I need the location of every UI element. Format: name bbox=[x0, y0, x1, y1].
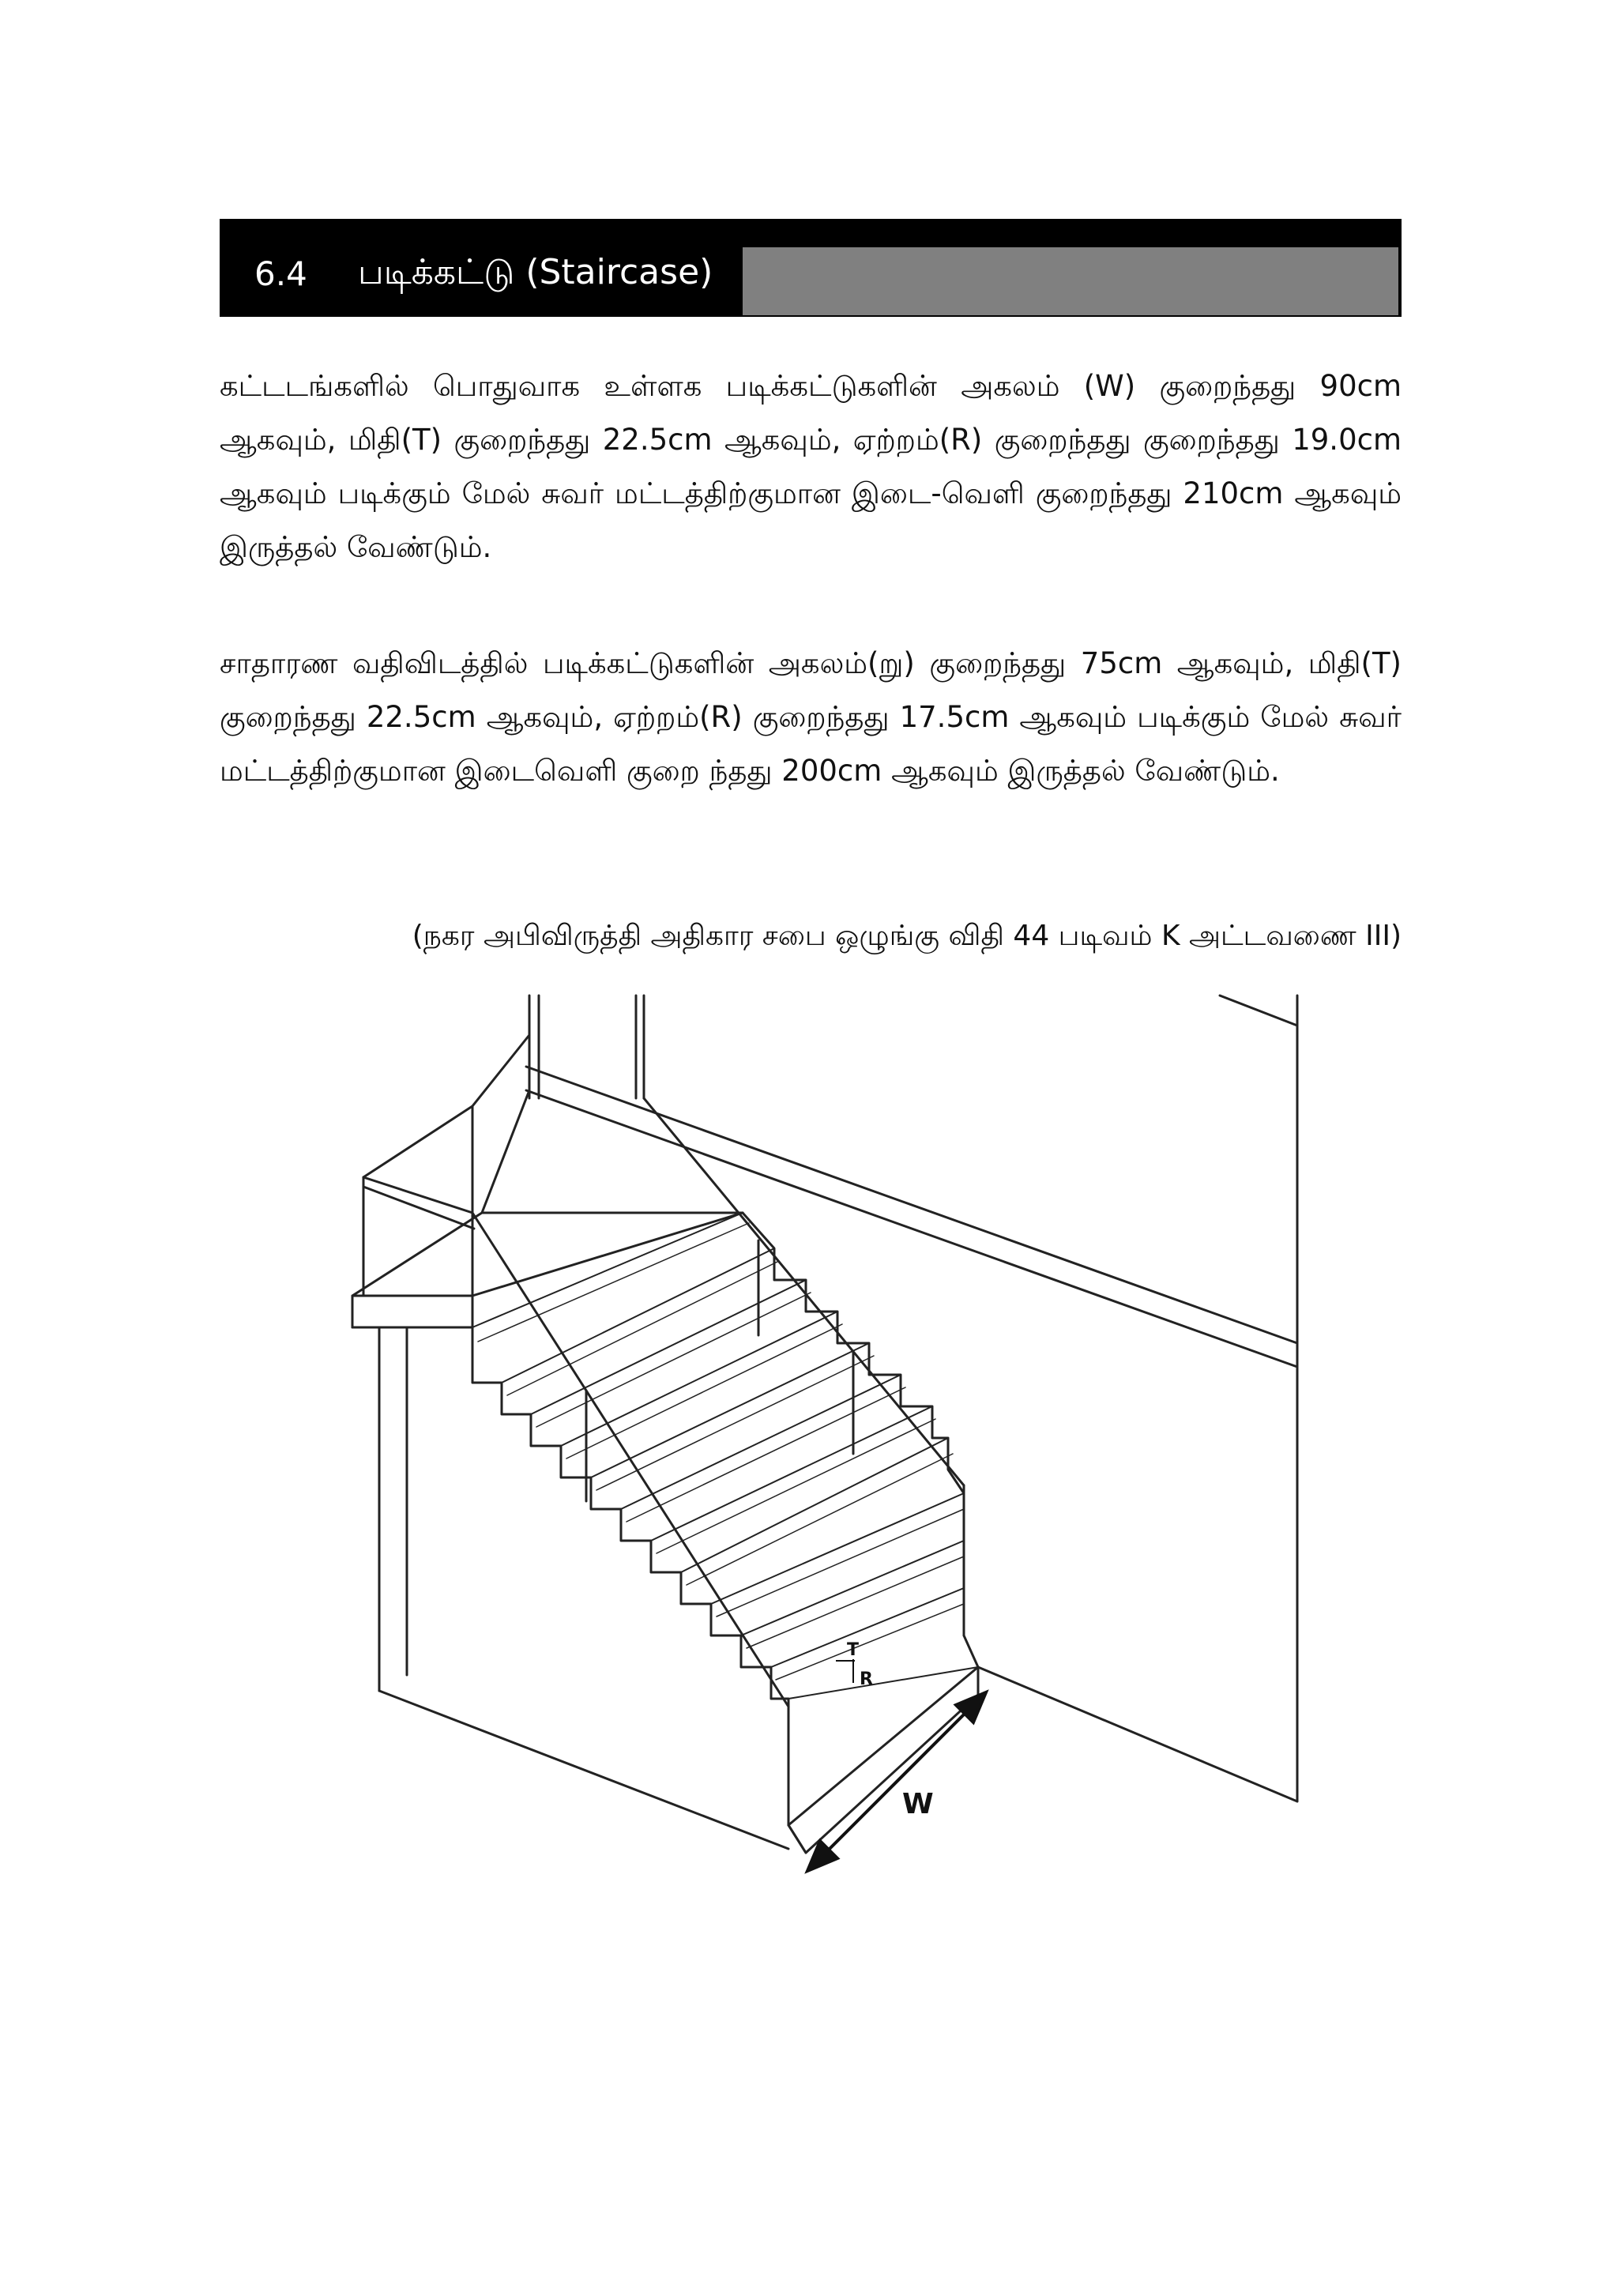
steps-left-profile bbox=[472, 1327, 788, 1825]
section-number: 6.4 bbox=[254, 254, 307, 293]
wall-base-left bbox=[379, 1691, 788, 1849]
landing-top bbox=[352, 1213, 743, 1296]
step-riser-lines bbox=[478, 1223, 964, 1680]
wall-skirting bbox=[526, 1067, 1297, 1343]
paragraph-internal-stairs: கட்டடங்களில் பொதுவாக உள்ளக படிக்கட்டுகளின் அகலம் (W) குறைந்தது 90cm ஆகவும், மிதி(T) குறைந்தது 22.5cm ஆகவும், ஏற்றம்(R) குறைந்தது குறைந்தது 19.0cm ஆகவும் படிக்கும் மேல் சுவர் மட்டத்திற்குமான இடை-வெளி குறைந்தது 210cm ஆகவும் இருத்தல் வேண்டும். bbox=[220, 369, 1402, 564]
section-header-grey-band bbox=[743, 247, 1398, 315]
landing-back-edge bbox=[482, 1090, 529, 1213]
label-tread: T bbox=[847, 1640, 860, 1660]
bottom-step bbox=[788, 1667, 978, 1853]
staircase-diagram bbox=[332, 988, 1311, 1888]
regulation-reference: (நகர அபிவிருத்தி அதிகார சபை ஒழுங்கு விதி 44 படிவம் K அட்டவணை III) bbox=[412, 920, 1402, 952]
wall-bottom-edge bbox=[978, 1667, 1297, 1801]
handrail-right bbox=[644, 1098, 964, 1485]
handrail-left bbox=[472, 1213, 788, 1707]
wall-top-edge bbox=[1220, 996, 1297, 1026]
tread-riser-marker bbox=[836, 1659, 855, 1683]
paragraph-residential-stairs: சாதாரண வதிவிடத்தில் படிக்கட்டுகளின் அகலம்(று) குறைந்தது 75cm ஆகவும், மிதி(T) குறைந்தது 22.5cm ஆகவும், ஏற்றம்(R) குறைந்தது 17.5cm ஆகவும் படிக்கும் மேல் சுவர் மட்டத்திற்குமான இடைவெளி குறை ந்தது 200cm ஆகவும் இருத்தல் வேண்டும். bbox=[220, 646, 1402, 788]
label-width: W bbox=[902, 1788, 934, 1820]
section-title: படிக்கட்டு (Staircase) bbox=[358, 252, 713, 292]
width-dimension bbox=[807, 1692, 986, 1871]
step-lines bbox=[472, 1213, 978, 1699]
bottom-step-front bbox=[788, 1825, 806, 1853]
label-riser: R bbox=[860, 1669, 873, 1689]
wall-skirting-low bbox=[526, 1090, 1297, 1367]
